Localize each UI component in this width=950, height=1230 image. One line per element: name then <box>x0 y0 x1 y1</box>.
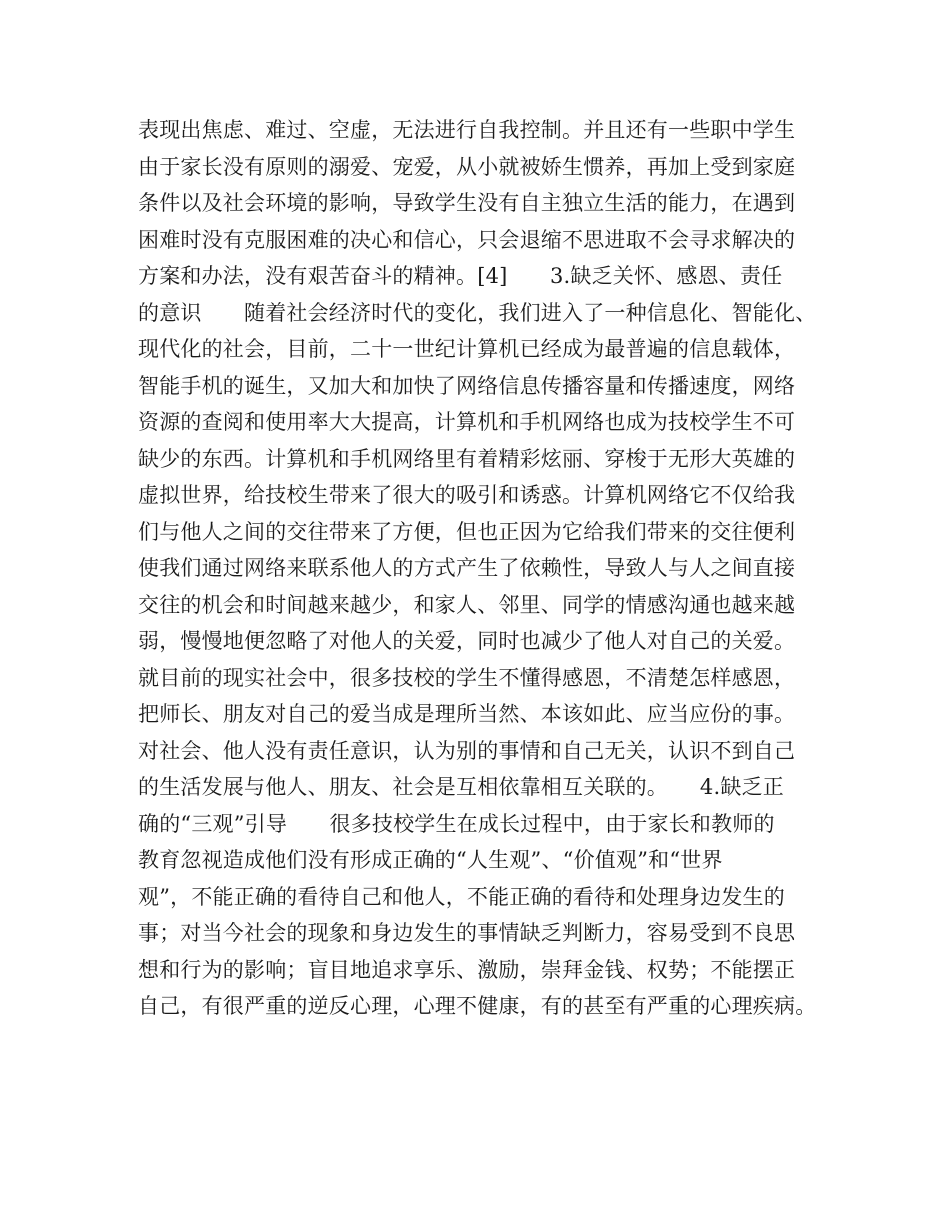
text-line: 的生活发展与他人、朋友、社会是互相依靠相互关联的。 4.缺乏正 <box>138 775 784 799</box>
text-line: 事；对当今社会的现象和身边发生的事情缺乏判断力，容易受到不良思 <box>138 921 796 945</box>
text-line: 由于家长没有原则的溺爱、宠爱，从小就被娇生惯养，再加上受到家庭 <box>138 154 796 179</box>
text-line: 教育忽视造成他们没有形成正确的“人生观”、“价值观”和“世界 <box>138 848 723 872</box>
text-line: 自己，有很严重的逆反心理，心理不健康，有的甚至有严重的心理疾病。 <box>138 994 817 1018</box>
text-line: 对社会、他人没有责任意识，认为别的事情和自己无关，认识不到自己 <box>138 738 796 763</box>
text-line: 们与他人之间的交往带来了方便，但也正因为它给我们带来的交往便利 <box>138 519 796 544</box>
text-line: 的意识 随着社会经济时代的变化，我们进入了一种信息化、智能化、 <box>138 300 817 325</box>
text-line: 确的“三观”引导 很多技校学生在成长过程中，由于家长和教师的 <box>138 811 775 836</box>
text-line: 表现出焦虑、难过、空虚，无法进行自我控制。并且还有一些职中学生 <box>138 118 796 142</box>
text-line: 虚拟世界，给技校生带来了很大的吸引和诱惑。计算机网络它不仅给我 <box>138 483 796 507</box>
text-line: 困难时没有克服困难的决心和信心，只会退缩不思进取不会寻求解决的 <box>138 227 796 252</box>
text-line: 缺少的东西。计算机和手机网络里有着精彩炫丽、穿梭于无形大英雄的 <box>138 446 796 471</box>
text-line: 方案和办法，没有艰苦奋斗的精神。[4] 3.缺乏关怀、感恩、责任 <box>138 264 783 288</box>
text-line: 就目前的现实社会中，很多技校的学生不懂得感恩，不清楚怎样感恩， <box>138 665 796 690</box>
text-line: 想和行为的影响；盲目地追求享乐、激励，崇拜金钱、权势；不能摆正 <box>138 957 796 982</box>
text-line: 弱，慢慢地便忽略了对他人的关爱，同时也减少了他人对自己的关爱。 <box>138 629 796 653</box>
text-line: 交往的机会和时间越来越少，和家人、邻里、同学的情感沟通也越来越 <box>138 592 796 617</box>
text-line: 资源的查阅和使用率大大提高，计算机和手机网络也成为技校学生不可 <box>138 410 796 434</box>
text-line: 观”，不能正确的看待自己和他人，不能正确的看待和处理身边发生的 <box>138 884 785 909</box>
text-line: 把师长、朋友对自己的爱当成是理所当然、本该如此、应当应份的事。 <box>138 702 796 726</box>
text-line: 智能手机的诞生，又加大和加快了网络信息传播容量和传播速度，网络 <box>138 373 796 398</box>
text-line: 现代化的社会，目前，二十一世纪计算机已经成为最普遍的信息载体， <box>138 337 796 361</box>
text-line: 条件以及社会环境的影响，导致学生没有自主独立生活的能力，在遇到 <box>138 191 796 215</box>
body-text <box>138 112 828 1025</box>
text-line: 使我们通过网络来联系他人的方式产生了依赖性，导致人与人之间直接 <box>138 556 796 580</box>
